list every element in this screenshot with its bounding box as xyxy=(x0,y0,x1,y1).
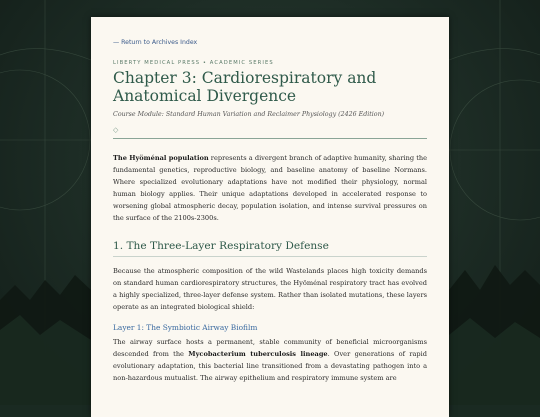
chapter-title: Chapter 3: Cardiorespiratory and Anatomical Divergence xyxy=(113,69,377,105)
layer-1-heading: Layer 1: The Symbiotic Airway Biofilm xyxy=(113,323,258,333)
intro-text: represents a divergent branch of adaptive humanity, sharing the fundamental genetics, reproductive biology, and baseline anatomy of baseline Normans. Where specialized evolutionary adaptations have not modified their physiology, normal human biology applies. Their unique adaptations developed in accelerated response to worsening global atmospheric decay, population isolation, and intense survival pressures on the surface of the 2100s-2300s. xyxy=(113,154,428,222)
header-divider xyxy=(113,138,427,139)
section-1-divider xyxy=(113,256,427,257)
intro-paragraph xyxy=(113,153,427,224)
section-1-heading: 1. The Three-Layer Respiratory Defense xyxy=(113,240,329,253)
layer-1-bold-term: Mycobacterium tuberculosis lineage xyxy=(188,349,328,358)
intro-lead-bold: The Hyöménal population xyxy=(113,154,209,162)
article-page xyxy=(91,17,449,417)
layer-1-text-after: . Over generations of rapid evolutionary adaptation, this bacterial line transitioned from a devastating pathogen into a non-hazardous mutualist. The airway epithelium and respiratory immune system are xyxy=(113,349,427,382)
course-module-subtitle: Course Module: Standard Human Variation and Reclaimer Physiology (2426 Edition) xyxy=(113,111,385,118)
return-to-archives-link[interactable]: — Return to Archives Index xyxy=(113,39,198,46)
layer-1-paragraph xyxy=(113,337,427,385)
diamond-ornament-icon: ◇ xyxy=(113,126,119,134)
layer-1-text-before: The airway surface hosts a permanent, stable community of beneficial microorganisms descended from the xyxy=(113,338,427,358)
series-label: LIBERTY MEDICAL PRESS • ACADEMIC SERIES xyxy=(113,60,274,66)
section-1-paragraph: Because the atmospheric composition of the wild Wastelands places high toxicity demands on standard human cardiorespiratory structures, the Hyöménal respiratory tract has evolved a highly specialized, three-layer defense system. Rather than isolated mutations, these layers operate as an integrated biological shield: xyxy=(113,267,427,312)
